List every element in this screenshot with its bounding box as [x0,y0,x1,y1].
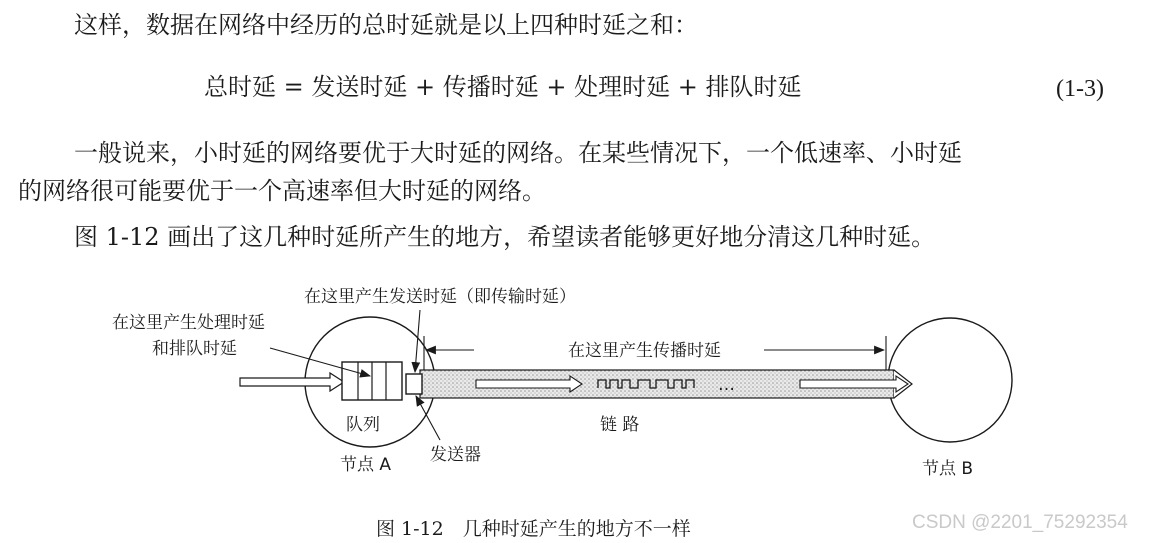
label-propagation-delay: 在这里产生传播时延 [568,341,721,361]
label-node-b: 节点 B [922,459,974,479]
delay-diagram [0,270,1176,510]
figure-caption: 图 1-12 几种时延产生的地方不一样 [376,518,691,540]
transmitter-box [406,374,422,394]
paragraph-intro: 这样，数据在网络中经历的总时延就是以上四种时延之和： [74,11,698,39]
label-queue: 队列 [346,415,380,435]
label-link: 链 路 [600,415,640,435]
label-processing-delay-line1: 在这里产生处理时延 [112,313,265,333]
pipe-ellipsis: … [718,375,735,395]
label-processing-delay-line2: 和排队时延 [152,339,237,359]
equation-total-delay: 总时延 = 发送时延 + 传播时延 + 处理时延 + 排队时延 [204,73,802,101]
paragraph-comparison-line2: 的网络很可能要优于一个高速率但大时延的网络。 [18,177,546,205]
label-node-a: 节点 A [340,455,392,475]
label-transmitter: 发送器 [430,445,481,465]
label-transmission-delay: 在这里产生发送时延（即传输时延） [304,287,576,307]
paragraph-comparison-line1: 一般说来，小时延的网络要优于大时延的网络。在某些情况下，一个低速率、小时延 [74,139,962,167]
equation-number: (1-3) [1056,76,1104,102]
paragraph-figure-reference: 图 1-12 画出了这几种时延所产生的地方，希望读者能够更好地分清这几种时延。 [74,223,936,251]
watermark: CSDN @2201_75292354 [912,512,1128,533]
